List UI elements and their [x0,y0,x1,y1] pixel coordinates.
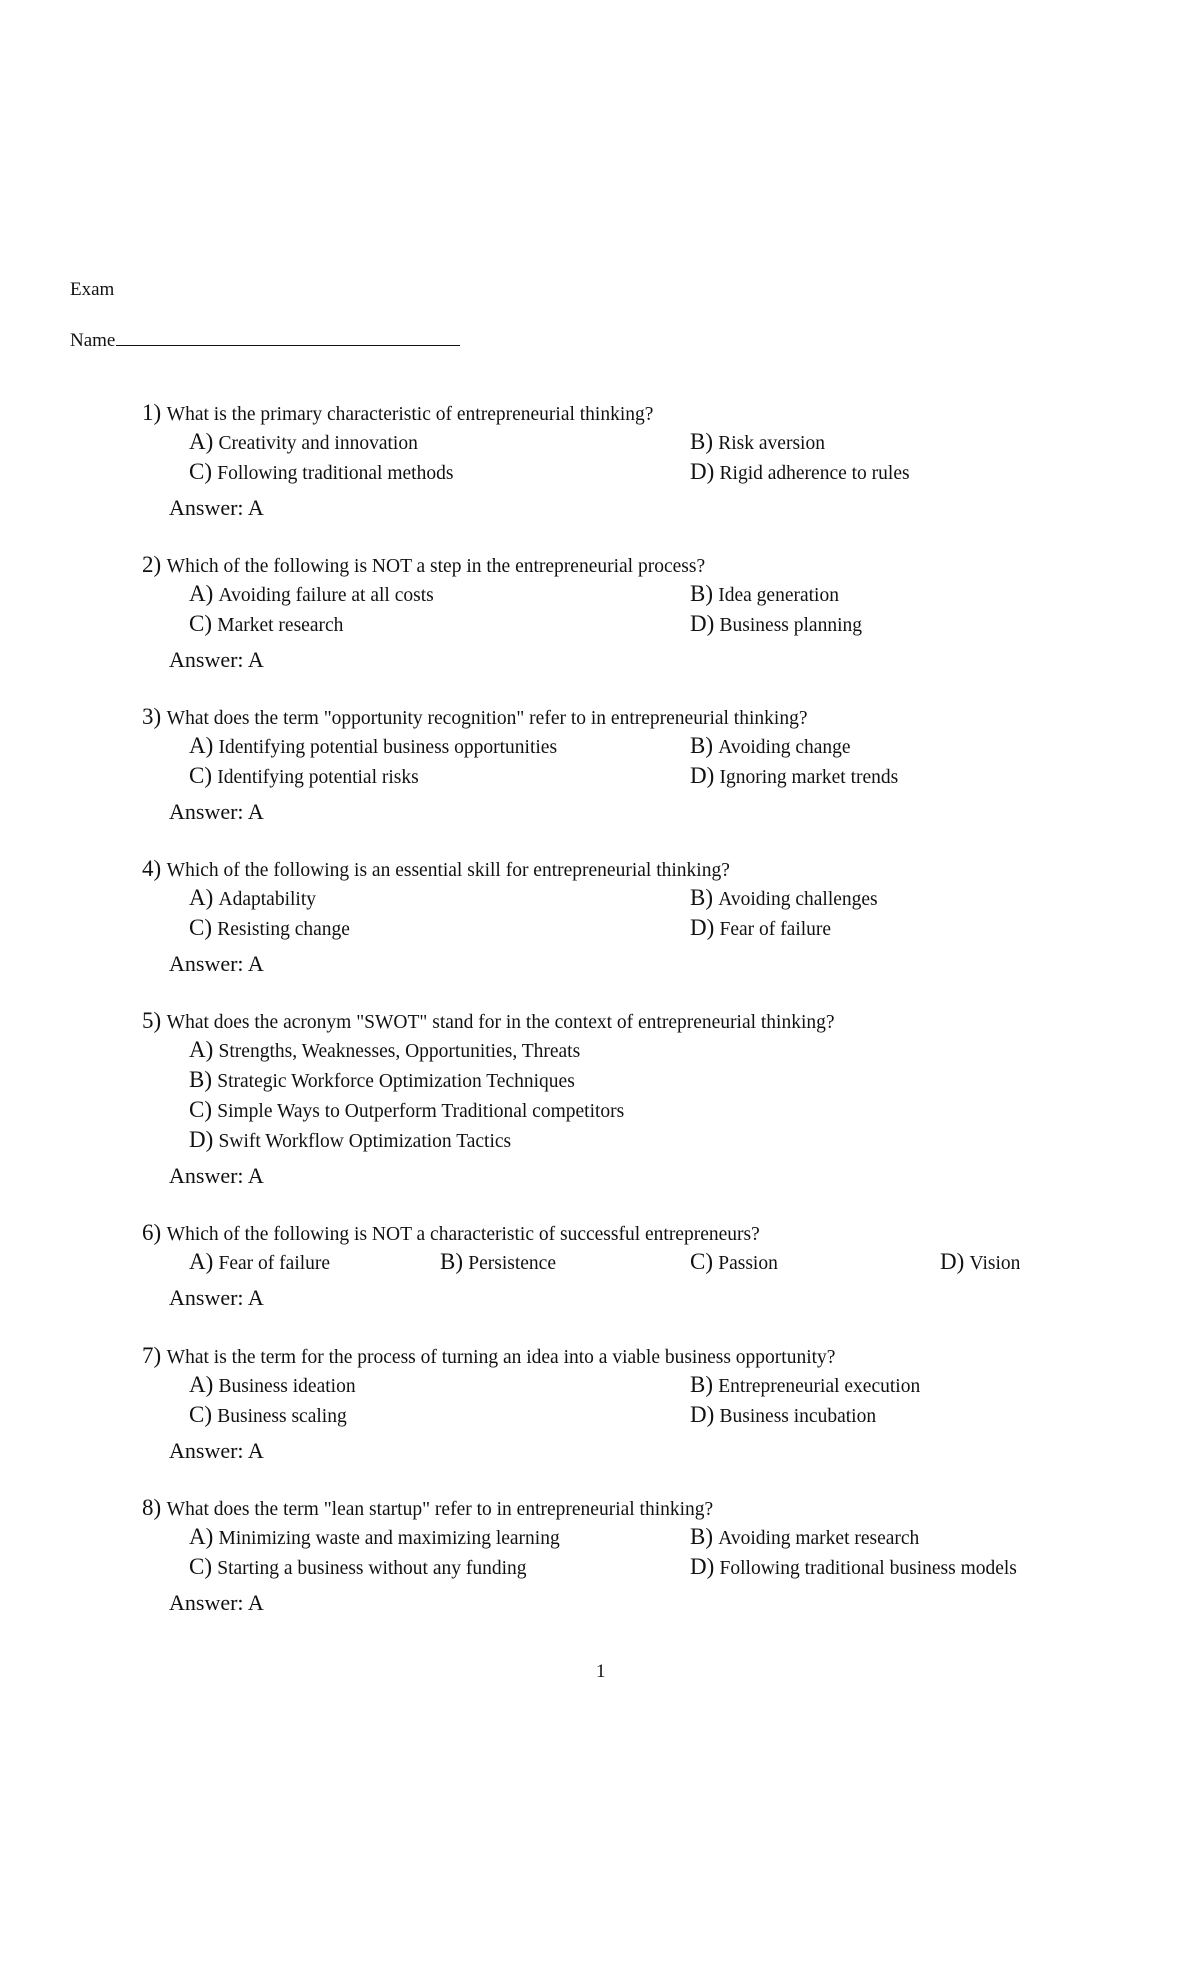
answer-line: Answer: A [169,951,264,976]
option-c: C) Passion [690,1249,778,1274]
option-d: D) Swift Workflow Optimization Tactics [189,1127,512,1152]
option-c: C) Simple Ways to Outperform Traditional competitors [189,1097,625,1122]
option-c: C) Identifying potential risks [189,763,419,788]
option-d: D) Vision [940,1249,1021,1274]
question-text: What is the primary characteristic of entrepreneurial thinking? [166,404,654,425]
question-number: 2) [142,552,162,577]
option-a: A) Adaptability [189,885,317,910]
question-number: 8) [142,1495,162,1520]
option-d: D) Business planning [690,611,862,636]
question-number: 1) [142,400,162,425]
question-line [142,1495,713,1521]
question-number: 3) [142,704,162,729]
option-c: C) Following traditional methods [189,459,454,484]
option-a: A) Avoiding failure at all costs [189,581,434,606]
option-d: D) Ignoring market trends [690,763,899,788]
question-line [142,1008,835,1034]
option-c: C) Business scaling [189,1402,347,1427]
option-b: B) Avoiding market research [690,1524,920,1549]
answer-line: Answer: A [169,799,264,824]
question-text: Which of the following is NOT a characteristic of successful entrepreneurs? [166,1224,760,1245]
question-number: 7) [142,1343,162,1368]
name-label: Name [70,330,116,351]
answer-line: Answer: A [169,1438,264,1463]
question-text: What does the term "lean startup" refer to in entrepreneurial thinking? [166,1499,714,1520]
question-text: What is the term for the process of turning an idea into a viable business opportunity? [166,1347,836,1368]
option-d: D) Rigid adherence to rules [690,459,910,484]
option-c: C) Resisting change [189,915,350,940]
option-b: B) Persistence [440,1249,556,1274]
question-text: Which of the following is an essential skill for entrepreneurial thinking? [166,860,730,881]
question-line [142,552,705,578]
question-line [142,1343,835,1369]
page-number: 1 [596,1661,606,1682]
option-a: A) Minimizing waste and maximizing learning [189,1524,560,1549]
answer-line: Answer: A [169,647,264,672]
answer-line: Answer: A [169,495,264,520]
option-a: A) Fear of failure [189,1249,331,1274]
option-d: D) Following traditional business models [690,1554,1017,1579]
question-line [142,704,807,730]
option-a: A) Creativity and innovation [189,429,418,454]
question-text: Which of the following is NOT a step in the entrepreneurial process? [166,556,706,577]
option-b: B) Idea generation [690,581,839,606]
option-d: D) Business incubation [690,1402,877,1427]
question-line [142,1220,760,1246]
option-b: B) Risk aversion [690,429,825,454]
question-number: 5) [142,1008,162,1033]
question-line [142,400,653,426]
question-number: 4) [142,856,162,881]
name-underline [116,327,460,346]
exam-title: Exam [70,279,115,300]
answer-line: Answer: A [169,1285,264,1310]
option-d: D) Fear of failure [690,915,832,940]
question-text: What does the acronym "SWOT" stand for in the context of entrepreneurial thinking? [166,1012,835,1033]
option-b: B) Avoiding change [690,733,851,758]
option-c: C) Market research [189,611,344,636]
answer-line: Answer: A [169,1590,264,1615]
name-field [70,327,460,352]
question-text: What does the term "opportunity recognition" refer to in entrepreneurial thinking? [166,708,808,729]
option-a: A) Business ideation [189,1372,356,1397]
answer-line: Answer: A [169,1163,264,1188]
option-a: A) Identifying potential business opportunities [189,733,558,758]
question-line [142,856,730,882]
option-b: B) Avoiding challenges [690,885,878,910]
question-number: 6) [142,1220,162,1245]
option-b: B) Strategic Workforce Optimization Techniques [189,1067,575,1092]
option-b: B) Entrepreneurial execution [690,1372,921,1397]
option-a: A) Strengths, Weaknesses, Opportunities, Threats [189,1037,581,1062]
option-c: C) Starting a business without any funding [189,1554,527,1579]
